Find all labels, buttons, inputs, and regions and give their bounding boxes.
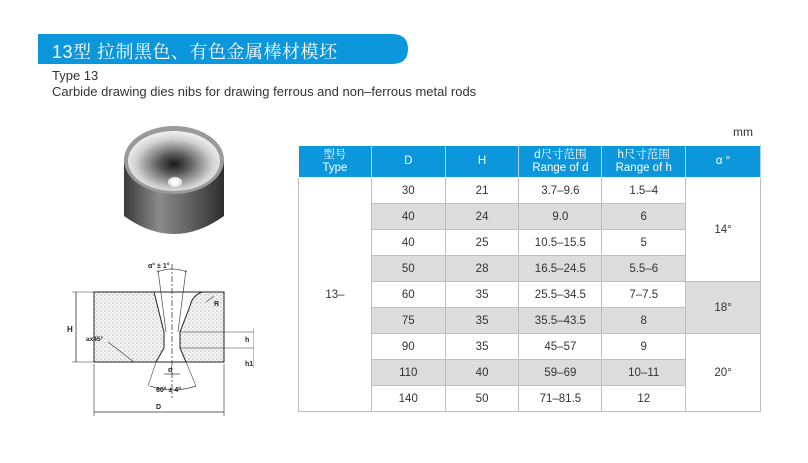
cell-H: 35 — [445, 308, 519, 334]
chamfer-label: ax45° — [86, 336, 104, 343]
die-nib-photo — [118, 124, 230, 242]
unit-label: mm — [733, 125, 753, 139]
cell-h: 7–7.5 — [602, 282, 686, 308]
cell-H: 35 — [445, 334, 519, 360]
alpha-cell: 18° — [686, 282, 761, 334]
cross-section-drawing — [64, 258, 254, 424]
alpha-cell: 20° — [686, 334, 761, 412]
cell-d: 59–69 — [519, 360, 602, 386]
banner-title: 13型 拉制黑色、有色金属棒材模坯 — [52, 42, 338, 62]
product-description: Carbide drawing dies nibs for drawing ferrous and non–ferrous metal rods — [52, 84, 477, 99]
type-label: Type 13 — [52, 68, 99, 83]
cell-h: 8 — [602, 308, 686, 334]
cell-D: 75 — [371, 308, 445, 334]
header-D: D — [371, 146, 445, 178]
cell-h: 6 — [602, 204, 686, 230]
h-label: h — [245, 337, 250, 344]
d-label: d — [168, 367, 173, 374]
cell-H: 40 — [445, 360, 519, 386]
cell-D: 50 — [371, 256, 445, 282]
type-cell: 13– — [299, 178, 372, 412]
radius-label: R — [214, 301, 220, 308]
cell-d: 45–57 — [519, 334, 602, 360]
cell-d: 16.5–24.5 — [519, 256, 602, 282]
cell-D: 30 — [371, 178, 445, 204]
header-alpha: α ° — [686, 146, 761, 178]
cell-h: 5 — [602, 230, 686, 256]
angle-top-label: α° ± 1° — [148, 263, 170, 270]
h1-label: h1 — [245, 361, 254, 368]
cell-h: 10–11 — [602, 360, 686, 386]
table-row — [299, 178, 761, 204]
cell-H: 35 — [445, 282, 519, 308]
alpha-cell: 14° — [686, 178, 761, 282]
header-H: H — [445, 146, 519, 178]
spec-table — [298, 145, 761, 412]
header-range-d: d尺寸范围 Range of d — [519, 146, 602, 178]
angle-bottom-label: 60° ± 4° — [156, 387, 182, 394]
cell-H: 24 — [445, 204, 519, 230]
height-label: H — [67, 325, 73, 334]
title-banner — [0, 34, 408, 64]
cell-D: 40 — [371, 230, 445, 256]
cell-H: 28 — [445, 256, 519, 282]
cell-d: 3.7–9.6 — [519, 178, 602, 204]
cell-D: 110 — [371, 360, 445, 386]
cell-d: 35.5–43.5 — [519, 308, 602, 334]
diameter-label: D — [156, 404, 162, 411]
cell-h: 12 — [602, 386, 686, 412]
cell-D: 60 — [371, 282, 445, 308]
cell-H: 21 — [445, 178, 519, 204]
cell-h: 5.5–6 — [602, 256, 686, 282]
cell-h: 1.5–4 — [602, 178, 686, 204]
cell-d: 25.5–34.5 — [519, 282, 602, 308]
cell-d: 9.0 — [519, 204, 602, 230]
cell-d: 10.5–15.5 — [519, 230, 602, 256]
cell-D: 40 — [371, 204, 445, 230]
cell-H: 50 — [445, 386, 519, 412]
cell-H: 25 — [445, 230, 519, 256]
header-range-h: h尺寸范围 Range of h — [602, 146, 686, 178]
cell-d: 71–81.5 — [519, 386, 602, 412]
cell-D: 90 — [371, 334, 445, 360]
cell-D: 140 — [371, 386, 445, 412]
cell-h: 9 — [602, 334, 686, 360]
header-type: 型号 Type — [299, 146, 372, 178]
table-header-row — [299, 146, 761, 178]
